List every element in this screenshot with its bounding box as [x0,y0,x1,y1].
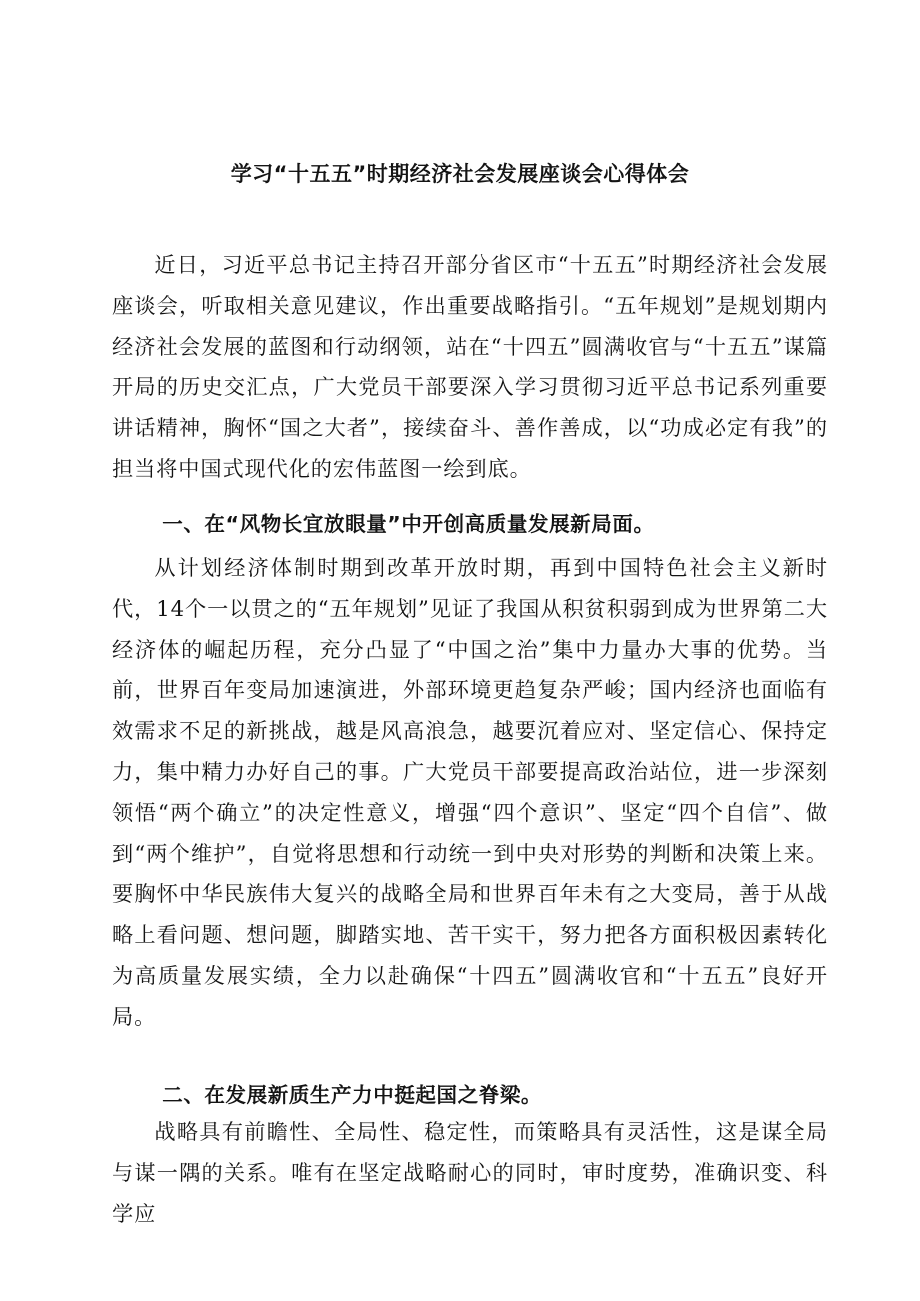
section-one-paragraph: 从计划经济体制时期到改革开放时期，再到中国特色社会主义新时代，14个一以贯之的“五年规划”见证了我国从积贫积弱到成为世界第二大经济体的崛起历程，充分凸显了“中国之治”集中力量办大事的优势。当前，世界百年变局加速演进，外部环境更趋复杂严峻；国内经济也面临有效需求不足的新挑战，越是风高浪急，越要沉着应对、坚定信心、保持定力，集中精力办好自己的事。广大党员干部要提高政治站位，进一步深刻领悟“两个确立”的决定性意义，增强“四个意识”、坚定“四个自信”、做到“两个维护”，自觉将思想和行动统一到中央对形势的判断和决策上来。要胸怀中华民族伟大复兴的战略全局和世界百年未有之大变局，善于从战略上看问题、想问题，脚踏实地、苦干实干，努力把各方面积极因素转化为高质量发展实绩，全力以赴确保“十四五”圆满收官和“十五五”良好开局。 [112,555,828,1029]
document-title: 学习“十五五”时期经济社会发展座谈会心得体会 [230,162,690,186]
intro-paragraph: 近日，习近平总书记主持召开部分省区市“十五五”时期经济社会发展座谈会，听取相关意见建议，作出重要战略指引。“五年规划”是规划期内经济社会发展的蓝图和行动纲领，站在“十四五”圆满收官与“十五五”谋篇开局的历史交汇点，广大党员干部要深入学习贯彻习近平总书记系列重要讲话精神，胸怀“国之大者”，接续奋斗、善作善成，以“功成必定有我”的担当将中国式现代化的宏伟蓝图一绘到底。 [112,252,828,481]
section-two-heading: 二、在发展新质生产力中挺起国之脊梁。 [162,1083,543,1107]
section-two-paragraph: 战略具有前瞻性、全局性、稳定性，而策略具有灵活性，这是谋全局与谋一隅的关系。唯有在坚定战略耐心的同时，审时度势，准确识变、科学应 [112,1119,828,1226]
section-one-heading: 一、在“风物长宜放眼量”中开创高质量发展新局面。 [162,512,655,536]
